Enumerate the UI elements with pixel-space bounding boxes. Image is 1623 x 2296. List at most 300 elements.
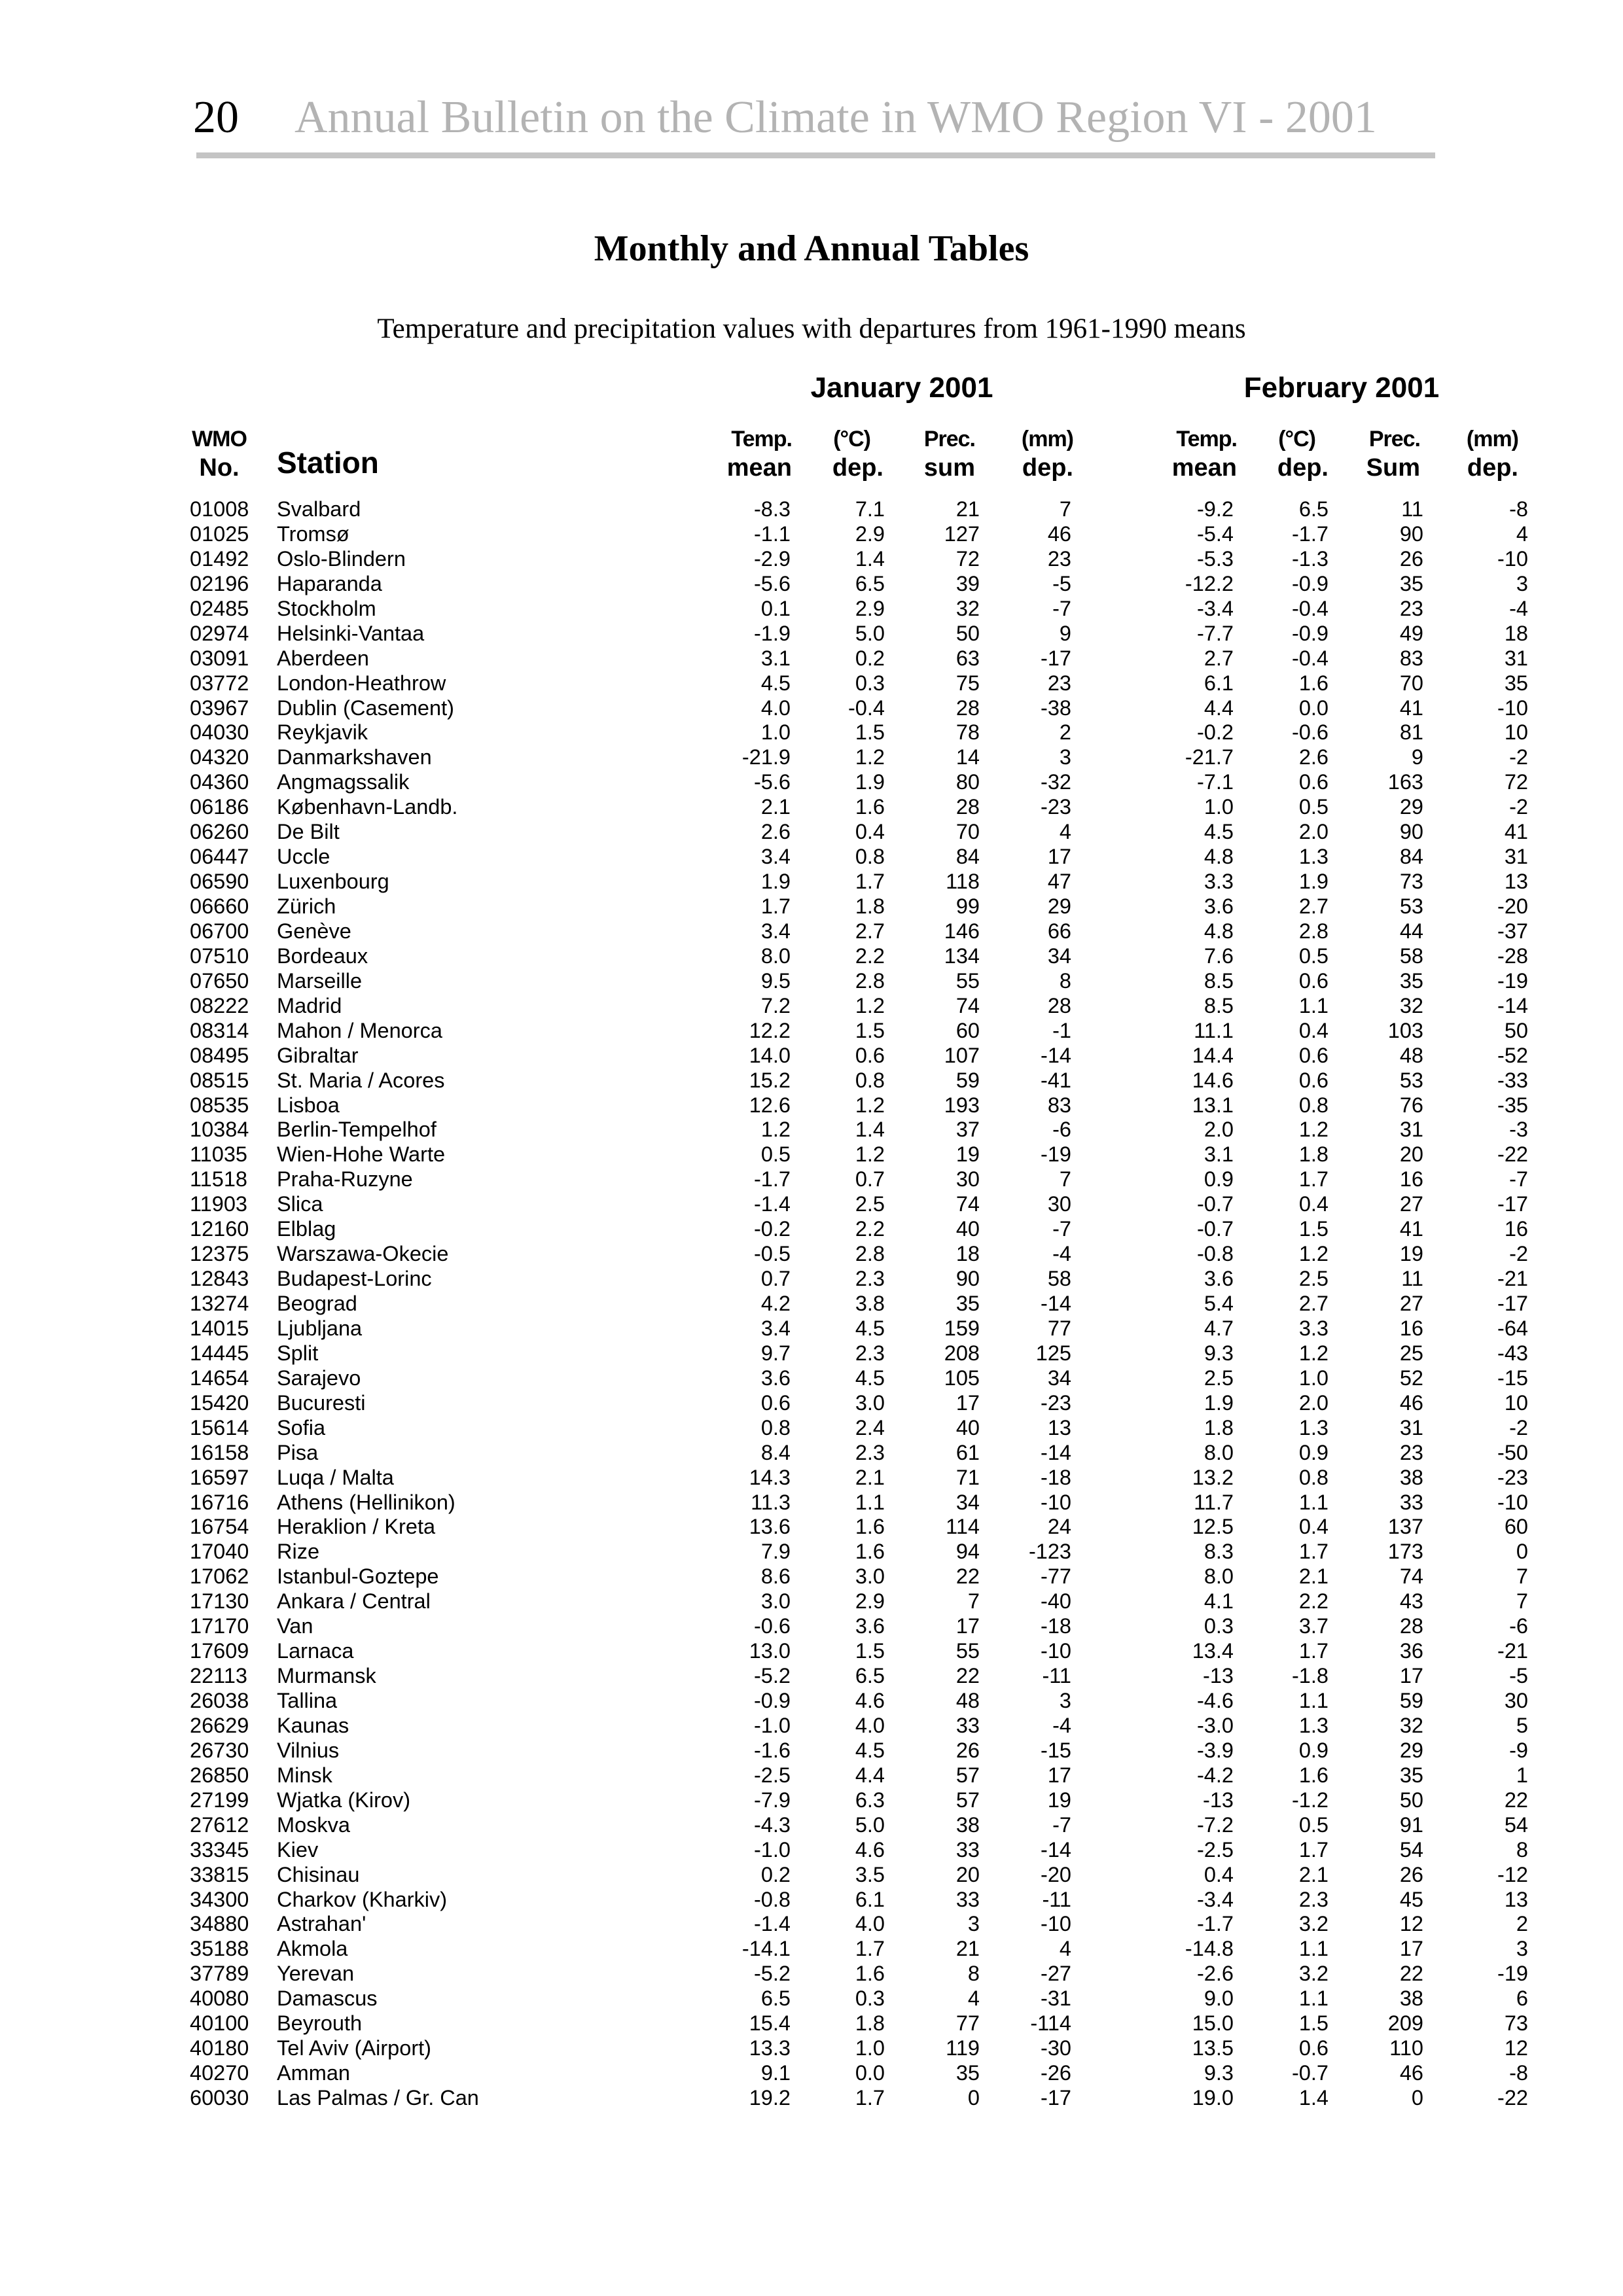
feb-prec-dep-cell: -7	[1509, 1167, 1528, 1192]
section-subtitle: Temperature and precipitation values with departures from 1961-1990 means	[377, 313, 1246, 344]
feb-temp-mean-cell: -7.7	[1196, 621, 1234, 645]
feb-temp-dep-cell: 0.5	[1298, 795, 1329, 819]
feb-prec-sum-cell: 22	[1399, 1962, 1423, 1986]
table-row	[0, 795, 1623, 820]
table-row	[0, 1093, 1623, 1118]
table-row	[0, 2011, 1623, 2036]
col-header-feb-prec: Prec.	[1368, 427, 1420, 451]
feb-temp-dep-cell: 0.9	[1298, 1738, 1329, 1762]
station-name: Murmansk	[277, 1664, 376, 1688]
feb-prec-sum-cell: 81	[1399, 720, 1423, 745]
feb-temp-mean-cell: -0.7	[1196, 1192, 1234, 1216]
feb-temp-mean-cell: -3.9	[1196, 1738, 1234, 1762]
feb-temp-mean-cell: 0.9	[1204, 1167, 1234, 1192]
jan-temp-mean-cell: 13.0	[749, 1639, 791, 1663]
feb-prec-dep-cell: -50	[1497, 1440, 1528, 1464]
station-name: Dublin (Casement)	[277, 696, 454, 720]
jan-temp-mean-cell: 0.8	[760, 1415, 791, 1439]
jan-prec-sum-cell: 40	[955, 1415, 980, 1439]
feb-prec-dep-cell: 3	[1516, 571, 1528, 595]
jan-temp-mean-cell: -2.5	[753, 1763, 791, 1787]
station-name: Angmagssalik	[277, 770, 410, 794]
wmo-number: 04320	[190, 745, 249, 769]
table-row	[0, 1888, 1623, 1913]
jan-temp-dep-cell: 1.9	[855, 770, 885, 794]
feb-temp-dep-cell: 3.3	[1298, 1316, 1329, 1340]
feb-prec-dep-cell: -64	[1497, 1316, 1528, 1340]
station-name: Tromsø	[277, 521, 349, 546]
feb-prec-sum-cell: 29	[1399, 795, 1423, 819]
feb-temp-mean-cell: -2.5	[1196, 1837, 1234, 1862]
table-row	[0, 597, 1623, 622]
jan-prec-sum-cell: 40	[955, 1217, 980, 1241]
jan-temp-mean-cell: 3.4	[760, 845, 791, 869]
jan-prec-sum-cell: 74	[955, 993, 980, 1017]
jan-temp-mean-cell: -1.0	[753, 1713, 791, 1737]
jan-temp-dep-cell: 2.8	[855, 1242, 885, 1266]
station-name: Split	[277, 1341, 319, 1365]
jan-prec-sum-cell: 37	[955, 1118, 980, 1142]
jan-prec-dep-cell: -11	[1042, 1887, 1071, 1911]
feb-prec-sum-cell: 23	[1399, 1440, 1423, 1464]
table-row	[0, 870, 1623, 894]
feb-temp-mean-cell: -1.7	[1196, 1912, 1234, 1936]
jan-temp-mean-cell: -14.1	[741, 1937, 791, 1961]
feb-temp-dep-cell: 1.3	[1298, 1415, 1329, 1439]
feb-prec-sum-cell: 46	[1399, 1390, 1423, 1415]
feb-prec-sum-cell: 90	[1399, 521, 1423, 546]
jan-prec-dep-cell: -20	[1041, 1862, 1071, 1886]
table-row	[0, 1416, 1623, 1441]
feb-temp-mean-cell: 8.3	[1204, 1540, 1234, 1564]
jan-prec-sum-cell: 0	[967, 2086, 980, 2110]
feb-temp-mean-cell: 9.3	[1204, 1341, 1234, 1365]
jan-prec-dep-cell: 46	[1047, 521, 1071, 546]
jan-temp-dep-cell: 0.6	[855, 1043, 885, 1067]
table-row	[0, 1962, 1623, 1987]
feb-prec-dep-cell: 4	[1516, 521, 1528, 546]
feb-temp-mean-cell: 14.4	[1192, 1043, 1234, 1067]
station-name: Moskva	[277, 1812, 350, 1837]
jan-temp-dep-cell: 1.5	[855, 1018, 885, 1042]
table-row	[0, 944, 1623, 969]
jan-prec-sum-cell: 48	[955, 1689, 980, 1712]
jan-temp-dep-cell: 4.0	[855, 1713, 885, 1737]
feb-prec-dep-cell: -23	[1497, 1465, 1528, 1489]
jan-prec-dep-cell: -14	[1041, 1440, 1071, 1464]
wmo-number: 40080	[190, 1987, 249, 2011]
wmo-number: 15614	[190, 1415, 249, 1439]
jan-prec-dep-cell: 34	[1047, 1366, 1071, 1390]
station-name: Heraklion / Kreta	[277, 1515, 436, 1539]
jan-prec-dep-cell: -7	[1052, 1812, 1071, 1837]
jan-prec-sum-cell: 90	[955, 1267, 980, 1291]
col-header-jan-temp: Temp.	[731, 427, 792, 451]
table-row	[0, 1788, 1623, 1813]
feb-temp-dep-cell: -1.3	[1291, 546, 1329, 571]
feb-temp-mean-cell: 2.7	[1204, 646, 1234, 670]
feb-temp-mean-cell: 15.0	[1192, 2011, 1234, 2036]
table-row	[0, 572, 1623, 597]
wmo-number: 06186	[190, 795, 249, 819]
feb-temp-dep-cell: 3.2	[1298, 1912, 1329, 1936]
jan-temp-mean-cell: 9.5	[760, 968, 791, 993]
station-name: Uccle	[277, 845, 330, 869]
feb-prec-sum-cell: 35	[1399, 571, 1423, 595]
station-name: København-Landb.	[277, 795, 458, 819]
table-row	[0, 1316, 1623, 1341]
wmo-number: 01492	[190, 546, 249, 571]
jan-prec-dep-cell: 77	[1047, 1316, 1071, 1340]
feb-temp-mean-cell: 4.7	[1204, 1316, 1234, 1340]
station-name: Sarajevo	[277, 1366, 361, 1390]
feb-temp-mean-cell: 13.2	[1192, 1465, 1234, 1489]
feb-prec-sum-cell: 41	[1399, 696, 1423, 720]
jan-prec-sum-cell: 8	[967, 1962, 980, 1986]
feb-temp-mean-cell: -3.4	[1196, 596, 1234, 620]
jan-temp-dep-cell: 3.0	[855, 1564, 885, 1589]
table-row	[0, 745, 1623, 770]
jan-prec-sum-cell: 193	[944, 1093, 980, 1117]
jan-prec-sum-cell: 14	[955, 745, 980, 769]
jan-prec-dep-cell: -23	[1041, 795, 1071, 819]
feb-temp-dep-cell: 6.5	[1298, 497, 1329, 521]
feb-prec-sum-cell: 16	[1399, 1316, 1423, 1340]
jan-temp-mean-cell: -4.3	[753, 1812, 791, 1837]
station-name: Mahon / Menorca	[277, 1018, 442, 1042]
feb-temp-dep-cell: 1.2	[1298, 1341, 1329, 1365]
jan-prec-sum-cell: 208	[944, 1341, 980, 1365]
table-row	[0, 1192, 1623, 1217]
feb-prec-dep-cell: -14	[1497, 993, 1528, 1017]
feb-temp-mean-cell: 6.1	[1204, 671, 1234, 695]
jan-prec-sum-cell: 71	[955, 1465, 980, 1489]
station-name: Wjatka (Kirov)	[277, 1788, 411, 1812]
feb-prec-sum-cell: 32	[1399, 993, 1423, 1017]
jan-prec-dep-cell: 23	[1047, 671, 1071, 695]
feb-temp-dep-cell: 0.6	[1298, 770, 1329, 794]
feb-prec-dep-cell: -19	[1497, 1962, 1528, 1986]
feb-temp-mean-cell: -3.4	[1196, 1887, 1234, 1911]
feb-temp-dep-cell: 0.8	[1298, 1093, 1329, 1117]
station-name: Charkov (Kharkiv)	[277, 1887, 448, 1911]
feb-temp-mean-cell: 14.6	[1192, 1068, 1234, 1092]
feb-prec-sum-cell: 17	[1399, 1937, 1423, 1961]
feb-temp-dep-cell: 1.1	[1298, 1937, 1329, 1961]
feb-prec-dep-cell: -17	[1497, 1192, 1528, 1216]
station-name: Praha-Ruzyne	[277, 1167, 413, 1192]
feb-prec-dep-cell: -6	[1509, 1614, 1528, 1638]
jan-prec-dep-cell: 13	[1047, 1415, 1071, 1439]
station-name: Akmola	[277, 1937, 348, 1961]
feb-prec-dep-cell: -2	[1509, 1242, 1528, 1266]
jan-prec-sum-cell: 105	[944, 1366, 980, 1390]
wmo-number: 26038	[190, 1689, 249, 1712]
feb-temp-dep-cell: 1.6	[1298, 671, 1329, 695]
station-name: Damascus	[277, 1987, 378, 2011]
feb-prec-dep-cell: 73	[1504, 2011, 1528, 2036]
feb-prec-sum-cell: 36	[1399, 1639, 1423, 1663]
jan-temp-dep-cell: 2.2	[855, 944, 885, 968]
station-name: Ljubljana	[277, 1316, 363, 1340]
feb-temp-mean-cell: -21.7	[1185, 745, 1234, 769]
feb-temp-dep-cell: -0.6	[1291, 720, 1329, 745]
jan-temp-dep-cell: 2.3	[855, 1440, 885, 1464]
jan-temp-dep-cell: 0.4	[855, 820, 885, 844]
feb-prec-sum-cell: 53	[1399, 1068, 1423, 1092]
jan-prec-dep-cell: 4	[1059, 1937, 1071, 1961]
jan-prec-dep-cell: 125	[1035, 1341, 1071, 1365]
jan-prec-dep-cell: 17	[1047, 845, 1071, 869]
feb-temp-mean-cell: 1.0	[1204, 795, 1234, 819]
wmo-number: 08495	[190, 1043, 249, 1067]
table-row	[0, 646, 1623, 671]
wmo-number: 01025	[190, 521, 249, 546]
feb-prec-sum-cell: 74	[1399, 1564, 1423, 1589]
jan-prec-sum-cell: 35	[955, 2061, 980, 2085]
station-name: Rize	[277, 1540, 320, 1564]
feb-temp-mean-cell: -13	[1203, 1664, 1234, 1688]
station-name: Sofia	[277, 1415, 326, 1439]
wmo-number: 06700	[190, 919, 249, 943]
station-name: Istanbul-Goztepe	[277, 1564, 439, 1589]
jan-temp-dep-cell: 1.7	[855, 870, 885, 894]
jan-temp-dep-cell: 2.4	[855, 1415, 885, 1439]
jan-temp-dep-cell: 1.6	[855, 1540, 885, 1564]
station-name: Aberdeen	[277, 646, 369, 670]
feb-prec-sum-cell: 45	[1399, 1887, 1423, 1911]
feb-prec-sum-cell: 26	[1399, 546, 1423, 571]
wmo-number: 03772	[190, 671, 249, 695]
feb-prec-sum-cell: 163	[1387, 770, 1423, 794]
jan-prec-sum-cell: 57	[955, 1763, 980, 1787]
feb-prec-sum-cell: 35	[1399, 1763, 1423, 1787]
col-header-wmo-no: No.	[199, 454, 240, 482]
jan-prec-sum-cell: 119	[946, 2036, 980, 2060]
table-row	[0, 1838, 1623, 1863]
jan-temp-dep-cell: 2.8	[855, 968, 885, 993]
jan-temp-mean-cell: -1.7	[753, 1167, 791, 1192]
feb-temp-mean-cell: 11.1	[1194, 1018, 1234, 1042]
jan-prec-sum-cell: 17	[955, 1390, 980, 1415]
feb-prec-sum-cell: 83	[1399, 646, 1423, 670]
feb-temp-dep-cell: 1.8	[1298, 1142, 1329, 1167]
feb-temp-dep-cell: 2.7	[1298, 894, 1329, 918]
station-name: Elblag	[277, 1217, 336, 1241]
jan-temp-mean-cell: 4.2	[760, 1292, 791, 1315]
jan-temp-mean-cell: 11.3	[751, 1490, 791, 1514]
feb-prec-dep-cell: 3	[1516, 1937, 1528, 1961]
feb-prec-dep-cell: 7	[1516, 1589, 1528, 1614]
feb-temp-dep-cell: -0.9	[1291, 571, 1329, 595]
jan-prec-sum-cell: 63	[955, 646, 980, 670]
wmo-number: 07650	[190, 968, 249, 993]
feb-temp-mean-cell: -5.3	[1196, 546, 1234, 571]
feb-temp-dep-cell: 2.6	[1298, 745, 1329, 769]
feb-prec-dep-cell: 6	[1516, 1987, 1528, 2011]
station-name: Luqa / Malta	[277, 1465, 394, 1489]
feb-prec-dep-cell: -5	[1509, 1664, 1528, 1688]
feb-temp-dep-cell: 2.1	[1298, 1564, 1329, 1589]
jan-prec-sum-cell: 77	[955, 2011, 980, 2036]
feb-prec-sum-cell: 23	[1399, 596, 1423, 620]
jan-prec-sum-cell: 32	[955, 596, 980, 620]
feb-temp-mean-cell: 4.8	[1204, 919, 1234, 943]
feb-temp-dep-cell: 1.7	[1298, 1540, 1329, 1564]
wmo-number: 34300	[190, 1887, 249, 1911]
station-name: Slica	[277, 1192, 323, 1216]
feb-temp-dep-cell: 0.8	[1298, 1465, 1329, 1489]
feb-prec-dep-cell: 1	[1516, 1763, 1528, 1787]
feb-temp-dep-cell: 2.0	[1298, 820, 1329, 844]
wmo-number: 14015	[190, 1316, 249, 1340]
wmo-number: 14445	[190, 1341, 249, 1365]
station-name: De Bilt	[277, 820, 340, 844]
wmo-number: 17062	[190, 1564, 249, 1589]
table-row	[0, 1267, 1623, 1292]
col-header-jan-prec-dep: dep.	[1022, 454, 1073, 482]
feb-prec-dep-cell: -21	[1497, 1639, 1528, 1663]
feb-temp-mean-cell: 3.1	[1204, 1142, 1234, 1167]
jan-temp-mean-cell: 7.9	[760, 1540, 791, 1564]
jan-temp-dep-cell: 7.1	[855, 497, 885, 521]
table-row	[0, 1614, 1623, 1639]
wmo-number: 02485	[190, 596, 249, 620]
wmo-number: 26629	[190, 1713, 249, 1737]
jan-temp-dep-cell: 0.2	[855, 646, 885, 670]
jan-prec-dep-cell: -7	[1052, 596, 1071, 620]
wmo-number: 35188	[190, 1937, 249, 1961]
feb-temp-mean-cell: -0.8	[1196, 1242, 1234, 1266]
station-name: Gibraltar	[277, 1043, 359, 1067]
station-name: Helsinki-Vantaa	[277, 621, 425, 645]
station-name: Kiev	[277, 1837, 319, 1862]
jan-temp-mean-cell: 15.4	[749, 2011, 791, 2036]
col-header-jan-temp-unit: (°C)	[833, 427, 870, 451]
jan-prec-sum-cell: 107	[944, 1043, 980, 1067]
station-name: Vilnius	[277, 1738, 340, 1762]
feb-prec-dep-cell: 13	[1504, 1887, 1528, 1911]
jan-prec-sum-cell: 118	[946, 870, 980, 894]
feb-prec-dep-cell: -3	[1509, 1118, 1528, 1142]
jan-temp-dep-cell: 1.2	[855, 745, 885, 769]
jan-temp-dep-cell: 0.7	[855, 1167, 885, 1192]
jan-prec-dep-cell: 83	[1047, 1093, 1071, 1117]
jan-temp-mean-cell: 0.5	[760, 1142, 791, 1167]
wmo-number: 60030	[190, 2086, 249, 2110]
feb-prec-dep-cell: 41	[1504, 820, 1528, 844]
jan-prec-sum-cell: 74	[955, 1192, 980, 1216]
table-row	[0, 1515, 1623, 1540]
wmo-number: 26850	[190, 1763, 249, 1787]
table-row	[0, 1689, 1623, 1714]
feb-prec-dep-cell: 72	[1504, 770, 1528, 794]
table-row	[0, 770, 1623, 795]
wmo-number: 12160	[190, 1217, 249, 1241]
feb-prec-dep-cell: -22	[1497, 1142, 1528, 1167]
col-header-jan-prec: Prec.	[923, 427, 975, 451]
feb-temp-dep-cell: -0.4	[1291, 596, 1329, 620]
jan-prec-dep-cell: -19	[1041, 1142, 1071, 1167]
feb-temp-mean-cell: -13	[1203, 1788, 1234, 1812]
table-row	[0, 1540, 1623, 1564]
feb-temp-mean-cell: -5.4	[1196, 521, 1234, 546]
feb-prec-sum-cell: 28	[1399, 1614, 1423, 1638]
jan-prec-dep-cell: -1	[1052, 1018, 1071, 1042]
jan-prec-dep-cell: -27	[1041, 1962, 1071, 1986]
table-row	[0, 1142, 1623, 1167]
feb-prec-sum-cell: 9	[1411, 745, 1423, 769]
jan-prec-dep-cell: -15	[1041, 1738, 1071, 1762]
feb-prec-dep-cell: 2	[1516, 1912, 1528, 1936]
feb-temp-mean-cell: 13.1	[1192, 1093, 1234, 1117]
wmo-number: 22113	[190, 1664, 247, 1688]
feb-temp-dep-cell: 1.1	[1298, 1689, 1329, 1712]
feb-temp-dep-cell: -0.7	[1291, 2061, 1329, 2085]
feb-prec-sum-cell: 29	[1399, 1738, 1423, 1762]
feb-prec-sum-cell: 137	[1387, 1515, 1423, 1539]
wmo-number: 17609	[190, 1639, 249, 1663]
feb-prec-sum-cell: 12	[1399, 1912, 1423, 1936]
wmo-number: 02196	[190, 571, 249, 595]
jan-prec-sum-cell: 22	[955, 1564, 980, 1589]
wmo-number: 26730	[190, 1738, 249, 1762]
feb-prec-dep-cell: -12	[1497, 1862, 1528, 1886]
jan-temp-mean-cell: -1.1	[753, 521, 791, 546]
jan-temp-mean-cell: 3.1	[760, 646, 791, 670]
jan-prec-dep-cell: 3	[1059, 745, 1071, 769]
station-name: Van	[277, 1614, 313, 1638]
jan-temp-mean-cell: 13.6	[749, 1515, 791, 1539]
feb-prec-dep-cell: 16	[1504, 1217, 1528, 1241]
feb-prec-dep-cell: -2	[1509, 1415, 1528, 1439]
feb-prec-sum-cell: 70	[1399, 671, 1423, 695]
wmo-number: 11518	[190, 1167, 247, 1192]
station-name: Luxenbourg	[277, 870, 389, 894]
table-row	[0, 820, 1623, 845]
feb-temp-dep-cell: 0.5	[1298, 1812, 1329, 1837]
wmo-number: 04030	[190, 720, 249, 745]
page-header	[193, 92, 1436, 157]
feb-temp-dep-cell: 3.7	[1298, 1614, 1329, 1638]
jan-prec-dep-cell: 19	[1047, 1788, 1071, 1812]
table-row	[0, 1069, 1623, 1093]
jan-prec-sum-cell: 17	[955, 1614, 980, 1638]
station-name: Beyrouth	[277, 2011, 363, 2036]
jan-temp-mean-cell: -0.5	[753, 1242, 791, 1266]
feb-temp-dep-cell: 2.8	[1298, 919, 1329, 943]
station-name: Genève	[277, 919, 351, 943]
jan-temp-dep-cell: 5.0	[855, 1812, 885, 1837]
feb-prec-dep-cell: -9	[1509, 1738, 1528, 1762]
feb-temp-mean-cell: -14.8	[1185, 1937, 1234, 1961]
table-row	[0, 1987, 1623, 2011]
station-name: Athens (Hellinikon)	[277, 1490, 455, 1514]
feb-temp-dep-cell: -1.7	[1291, 521, 1329, 546]
table-row	[0, 2036, 1623, 2061]
table-row	[0, 547, 1623, 572]
jan-temp-dep-cell: 3.5	[855, 1862, 885, 1886]
jan-temp-mean-cell: -1.4	[753, 1192, 791, 1216]
feb-temp-mean-cell: 1.9	[1204, 1390, 1234, 1415]
feb-prec-sum-cell: 38	[1399, 1987, 1423, 2011]
jan-prec-sum-cell: 19	[955, 1142, 980, 1167]
feb-prec-sum-cell: 20	[1399, 1142, 1423, 1167]
jan-prec-sum-cell: 21	[955, 497, 980, 521]
jan-prec-sum-cell: 72	[955, 546, 980, 571]
jan-prec-dep-cell: -38	[1041, 696, 1071, 720]
jan-temp-mean-cell: -1.6	[753, 1738, 791, 1762]
